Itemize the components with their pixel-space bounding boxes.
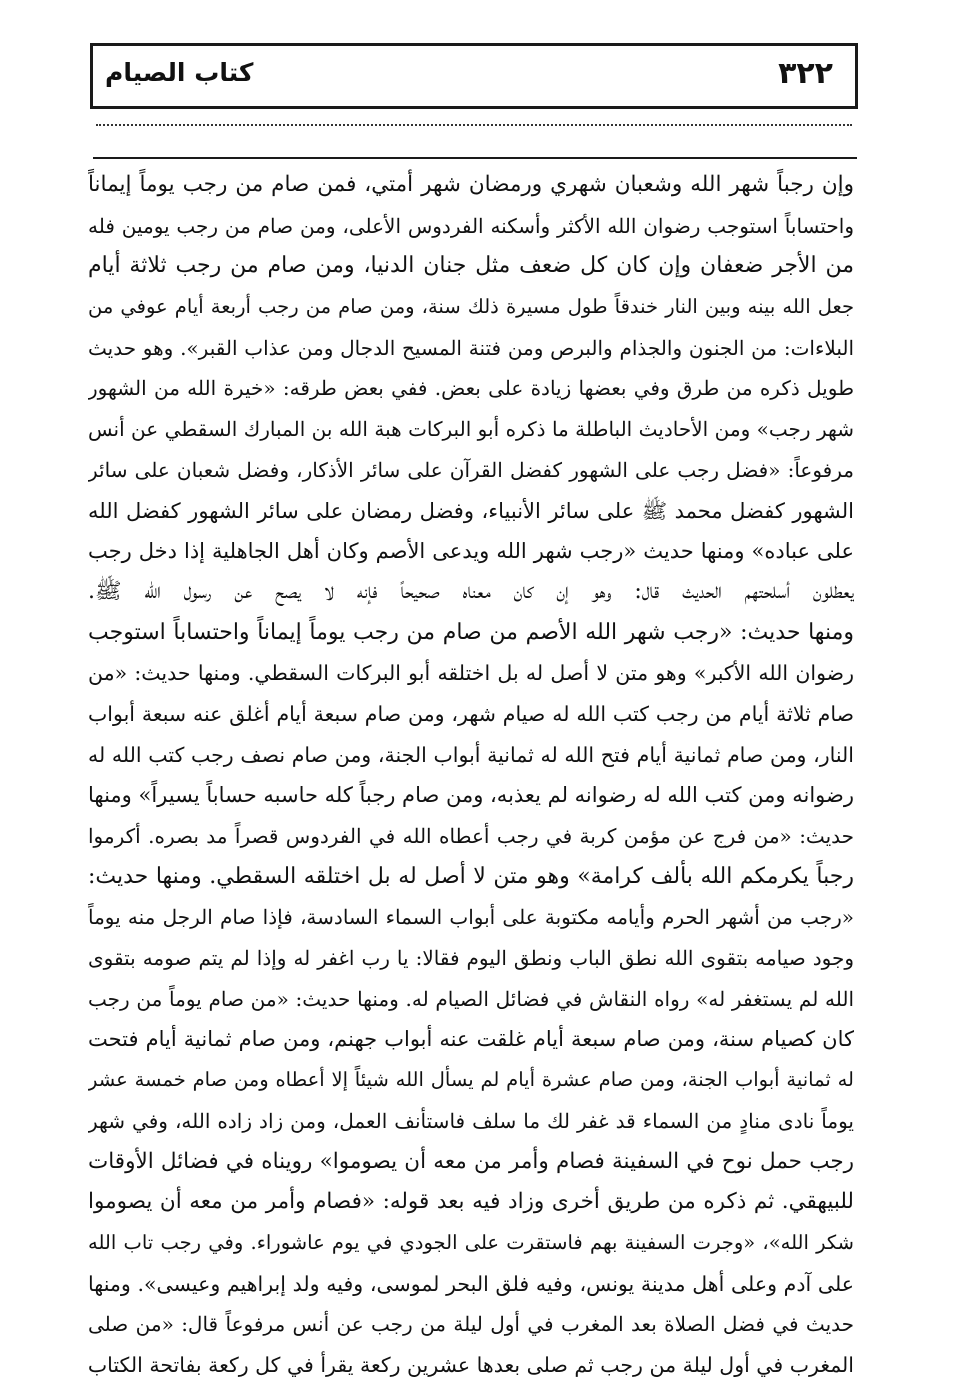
text-line: يوماً نادى منادٍ من السماء قد غفر لك ما سلف فاستأنف العمل، ومن زاد زاده الله، وفي شهر — [88, 1108, 854, 1133]
text-line: كان كصيام سنة، ومن صام سبعة أيام غلقت عنه أبواب جهنم، ومن صام ثمانية أيام فتحت — [88, 1027, 854, 1052]
text-line: صام ثلاثة أيام من رجب كتب الله له صيام شهر، ومن صام سبعة أيام أغلق عنه سبعة أبواب — [88, 701, 854, 726]
text-line: حديث: «من فرج عن مؤمن كربة في رجب أعطاه الله في الفردوس قصراً مد بصره. أكرموا — [88, 824, 854, 848]
text-line: جعل الله بينه وبين النار خندقاً طول مسيرة ذلك سنة، ومن صام من رجب أربعة أيام عوفي من — [88, 295, 854, 319]
text-line: واحتساباً استوجب رضوان الله الأكثر وأسكنه الفردوس الأعلى، ومن صام من رجب يومين فله — [88, 213, 854, 238]
text-line: «رجب من أشهر الحرم وأيامه مكتوبة على أبواب السماء السادسة، فإذا صام الرجل منه يوماً — [88, 905, 854, 930]
running-title: كتاب الصيام — [105, 58, 254, 87]
text-line: الله لم يستغفر له» رواه النقاش في فضائل الصيام له. ومنها حديث: «من صام يوماً من رجب — [88, 986, 854, 1011]
text-line: رضوانه ومن كتب الله له رضوانه لم يعذبه، ومن صام رجباً كله حاسبه حساباً يسيراً» ومنها — [88, 783, 854, 808]
text-line: رجب حمل نوح في السفينة فصام وأمر من معه أن يصوموا» رويناه في فضائل الأوقات — [88, 1148, 854, 1174]
text-line: على عباده» ومنها حديث «رجب شهر الله ويدعى الأصم وكان أهل الجاهلية إذا دخل رجب — [88, 539, 854, 564]
text-line: له ثمانية أبواب الجنة، ومن صام عشرة أيام لم يسأل الله شيئاً إلا أعطاه ومن صام خمسة عشر — [88, 1068, 854, 1092]
text-line: رجباً يكرمكم الله بألف كرامة» وهو متن لا أصل له بل اختلقه السقطي. ومنها حديث: — [88, 863, 854, 889]
text-line: رضوان الله الأكبر» وهو متن لا أصل له بل اختلقه أبو البركات السقطي. ومنها حديث: «من — [88, 661, 854, 686]
header-rule — [93, 157, 857, 159]
text-line: يعطلون أسلحتهم الحديث قال: وهو إن كان معناه صحيحاً فإنه لا يصح عن رسول الله ﷺ. — [88, 578, 854, 604]
text-line: الشهور كفضل محمد ﷺ على سائر الأنبياء، وفضل رمضان على سائر الشهور كفضل الله — [88, 498, 854, 523]
text-line: على آدم وعلى أهل مدينة يونس، وفيه فلق البحر لموسى، وفيه ولد إبراهيم وعيسى». ومنها — [88, 1271, 854, 1296]
text-line: البلاءات: من الجنون والجذام والبرص ومن فتنة المسيح الدجال ومن عذاب القبر». وهو حديث — [88, 335, 854, 360]
text-line: المغرب في أول ليلة من رجب ثم صلى بعدها عشرين ركعة يقرأ في كل ركعة بفاتحة الكتاب — [88, 1352, 854, 1377]
text-line: وجود صيامه بتقوى الله نطق الباب ونطق اليوم فقالا: يا رب اغفر له وإذا لم يتم صومه بتقوى — [88, 946, 854, 971]
text-line: وإن رجباً شهر الله وشعبان شهري ورمضان شهر أمتي، فمن صام من رجب يوماً إيماناً — [88, 172, 854, 197]
text-line: طويل ذكره من طرق وفي بعضها زيادة على بعض. ففي بعض طرقه: «خيرة الله من الشهور — [88, 376, 854, 401]
text-line: ومنها حديث: «رجب شهر الله الأصم من صام من رجب يوماً إيماناً واحتساباً استوجب — [88, 619, 854, 645]
text-line: حديث في فضل الصلاة بعد المغرب في أول ليلة من رجب عن أنس مرفوعاً قال: «من صلى — [88, 1312, 854, 1337]
dotted-divider — [96, 124, 852, 126]
text-line: شهر رجب» ومن الأحاديث الباطلة ما ذكره أبو البركات هبة الله بن المبارك السقطي عن أنس — [88, 417, 854, 442]
text-line: النار، ومن صام ثمانية أيام فتح الله له ثمانية أبواب الجنة، ومن صام نصف رجب كتب الله له — [88, 742, 854, 767]
text-line: شكر الله»، «وجرت السفينة بهم فاستقرت على الجودي في يوم عاشوراء. وفي رجب تاب الله — [88, 1230, 854, 1254]
text-line: للبيهقي. ثم ذكره من طريق أخرى وزاد فيه بعد قوله: «فصام وأمر من معه أن يصوموا — [88, 1189, 854, 1215]
text-line: من الأجر ضعفان وإن كان كل ضعف مثل جنان الدنيا، ومن صام من رجب ثلاثة أيام — [88, 253, 854, 279]
body-text — [88, 165, 854, 1386]
page-header — [90, 43, 858, 109]
text-line: مرفوعاً: «فضل رجب على الشهور كفضل القرآن على سائر الأذكار، وفضل شعبان على سائر — [88, 457, 854, 482]
page-number: ٣٢٢ — [778, 56, 833, 91]
